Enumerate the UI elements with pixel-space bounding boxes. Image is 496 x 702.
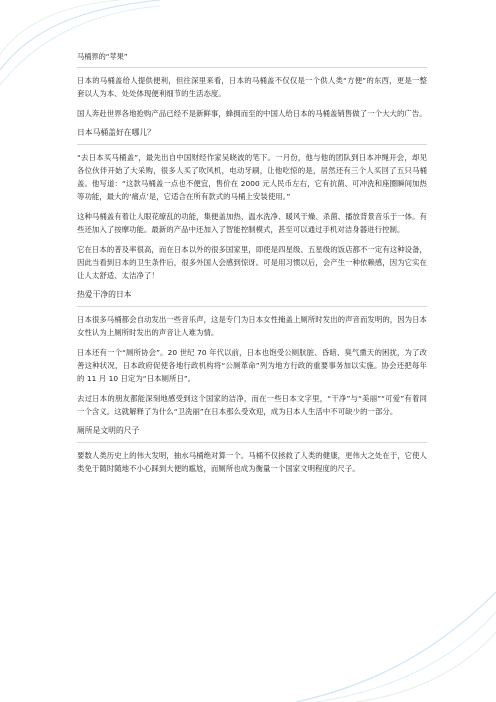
section-heading: 日本马桶盖好在哪儿？ <box>77 128 155 137</box>
article-body <box>77 52 427 482</box>
paragraph: 国人奔赴世界各地抢购产品已经不是新鲜事，蜂拥而至的中国人给日本的马桶盖销售做了一个大大的广告。 <box>77 109 427 118</box>
article-title: 马桶界的“苹果” <box>77 52 128 61</box>
paragraph: 要数人类历史上的伟大发明，抽水马桶绝对算一个。马桶不仅拯救了人类的健康，更伟大之处在于，它使人类免于随时随地不小心踩到大便的尴尬，而厕所也成为衡量一个国家文明程度的尺子。 <box>77 451 427 473</box>
decorative-corner-bottom-right <box>296 562 496 702</box>
title-divider <box>77 67 427 68</box>
section-heading: 热爱干净的日本 <box>77 290 132 299</box>
section-heading: 厕所是文明的尺子 <box>77 426 140 435</box>
paragraph: 去过日本的朋友都能深刻地感受到这个国家的洁净，而在一些日本文字里，“干净”与“美丽”“可爱”有着同一个含义。这就解释了为什么“卫洗丽”在日本那么受欢迎，成为日本人生活中不可缺少的一部分。 <box>77 394 427 416</box>
paragraph: 这种马桶盖有着让人眼花缭乱的功能，集便盖加热、温水洗净、暖风干燥、杀菌、播放背景音乐于一体。有些还加入了按摩功能。最新的产品中还加入了智能控制模式，甚至可以通过手机对洁身器进行控制。 <box>77 212 427 234</box>
paragraph: 它在日本的普及率很高，而在日本以外的很多国家里，即使是四星级、五星级的饭店都不一定有这种设备，因此当看到日本的卫生条件后，很多外国人会感到惊讶。可是用习惯以后，会产生一种依赖感，因为它实在让人太舒适、太洁净了！ <box>77 245 427 280</box>
paragraph: 日本还有一个“厕所协会”。20 世纪 70 年代以前，日本也饱受公厕肮脏、昏暗、臭气熏天的困扰，为了改善这种状况，日本政府促使各地行政机构将“公厕革命”列为地方行政的重要事务加以实施。协会还把每年的 11 月 10 日定为“日本厕所日”。 <box>77 348 427 383</box>
section-divider <box>77 144 427 145</box>
paragraph: 日本很多马桶都会自动发出一些音乐声，这是专门为日本女性掩盖上厕所时发出的声音而发明的，因为日本女性认为上厕所时发出的声音让人难为情。 <box>77 315 427 337</box>
section-divider <box>77 306 427 307</box>
paragraph: 日本的马桶盖给人提供便利，但往深里来看，日本的马桶盖不仅仅是一个供人类“方便”的东西，更是一整套以人为本、处处体现便利细节的生活态度。 <box>77 76 427 98</box>
paragraph: “去日本买马桶盖”，最先出自中国财经作家吴晓波的笔下。一月份，他与他的团队到日本冲绳开会，却见各位伙伴开始了大采购，很多人买了吹风机，电动牙刷，让他吃惊的是，居然还有三个人买回了五只马桶盖。他写道：“这款马桶盖一点也不便宜，售价在 2000 元人民币左右，它有抗菌、可冲洗和座圈瞬间加热等功能，最大的‘痛点’是，它适合在所有款式的马桶上安装使用。” <box>77 153 427 201</box>
section-divider <box>77 442 427 443</box>
